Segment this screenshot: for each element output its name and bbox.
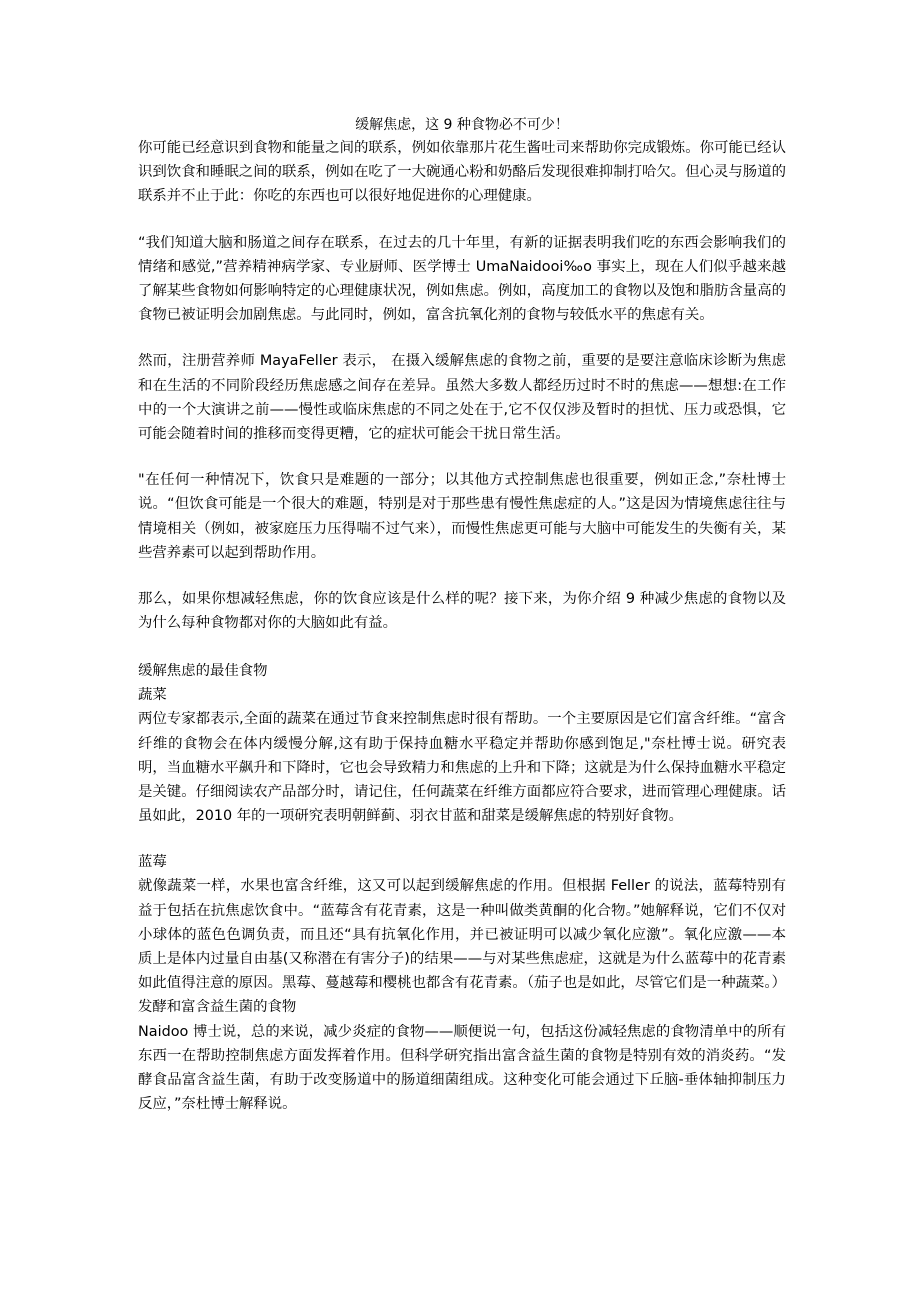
paragraph-diet-puzzle: "在任何一种情况下，饮食只是难题的一部分；以其他方式控制焦虑也很重要，例如正念,”奈杜博士说。“但饮食可能是一个很大的难题，特别是对于那些患有慢性焦虑症的人。”这是因为情境焦虑往往与情境相关（例如，被家庭压力压得喘不过气来），而慢性焦虑更可能与大脑中可能发生的失衡有关，某些营养素可以起到帮助作用。 <box>138 472 786 561</box>
subheading-vegetables: 蔬菜 <box>138 687 167 704</box>
paragraph-naidoo-quote: “我们知道大脑和肠道之间存在联系，在过去的几十年里，有新的证据表明我们吃的东西会影响我们的情绪和感觉,”营养精神病学家、专业厨师、医学博士 UmaNaidooi‰o 事实上，现在人们似乎越来越了解某些食物如何影响特定的心理健康状况，例如焦虑。例如，高度加工的食物以及饱和脂肪含量高的食物已被证明会加剧焦虑。与此同时，例如，富含抗氧化剂的食物与较低水平的焦虑有关。 <box>138 234 786 324</box>
paragraph-feller: 然而，注册营养师 MayaFeller 表示， 在摄入缓解焦虑的食物之前，重要的是要注意临床诊断为焦虑和在生活的不同阶段经历焦虑感之间存在差异。虽然大多数人都经历过时不时的焦虑——想想:在工作中的一个大演讲之前——慢性或临床焦虑的不同之处在于,它不仅仅涉及暂时的担忧、压力或恐惧，它可能会随着时间的推移而变得更糟，它的症状可能会干扰日常生活。 <box>138 353 786 443</box>
section-best-foods <box>138 659 786 828</box>
document-title: 缓解焦虑，这 9 种食物必不可少！ <box>355 117 569 133</box>
paragraph-intro: 你可能已经意识到食物和能量之间的联系，例如依靠那片花生酱吐司来帮助你完成锻炼。你可能已经认识到饮食和睡眠之间的联系，例如在吃了一大碗通心粉和奶酪后发现很难抑制打哈欠。但心灵与肠道的联系并不止于此：你吃的东西也可以很好地促进你的心理健康。 <box>138 140 786 205</box>
section-blueberries <box>138 850 786 1116</box>
document-page <box>138 114 786 1117</box>
paragraph-vegetables: 两位专家都表示,全面的蔬菜在通过节食来控制焦虑时很有帮助。一个主要原因是它们富含纤维。“富含纤维的食物会在体内缓慢分解,这有助于保持血糖水平稳定并帮助你感到饱足,"奈杜博士说。研究表明，当血糖水平飙升和下降时，它也会导致精力和焦虑的上升和下降；这就是为什么保持血糖水平稳定是关键。仔细阅读农产品部分时，请记住，任何蔬菜在纤维方面都应符合要求，进而管理心理健康。话虽如此，2010 年的一项研究表明朝鲜蓟、羽衣甘蓝和甜菜是缓解焦虑的特别好食物。 <box>138 711 786 825</box>
paragraph-fermented: Naidoo 博士说，总的来说，减少炎症的食物——顺便说一句，包括这份减轻焦虑的食物清单中的所有东西一在帮助控制焦虑方面发挥着作用。但科学研究指出富含益生菌的食物是特别有效的消炎药。“发酵食品富含益生菌，有助于改变肠道中的肠道细菌组成。这种变化可能会通过下丘脑-垂体轴抑制压力反应，”奈杜博士解释说。 <box>138 1023 786 1113</box>
paragraph-nine-foods: 那么，如果你想减轻焦虑，你的饮食应该是什么样的呢？接下来，为你介绍 9 种减少焦虑的食物以及为什么每种食物都对你的大脑如此有益。 <box>138 591 786 632</box>
paragraph-blueberries: 就像蔬菜一样，水果也富含纤维，这又可以起到缓解焦虑的作用。但根据 Feller 的说法，蓝莓特别有益于包括在抗焦虑饮食中。“蓝莓含有花青素，这是一种叫做类黄酮的化合物。”她解释说，它们不仅对小球体的蓝色色调负责，而且还“具有抗氧化作用，并已被证明可以减少氧化应激”。氧化应激——本质上是体内过量自由基(又称潜在有害分子)的结果——与对某些焦虑症，这就是为什么蓝莓中的花青素如此值得注意的原因。黑莓、蔓越莓和樱桃也都含有花青素。（茄子也是如此，尽管它们是一种蔬菜。）发酵和富含益生菌的食物 <box>138 878 786 1016</box>
section-heading: 缓解焦虑的最佳食物 <box>138 663 268 680</box>
subheading-blueberries: 蓝莓 <box>138 854 167 871</box>
